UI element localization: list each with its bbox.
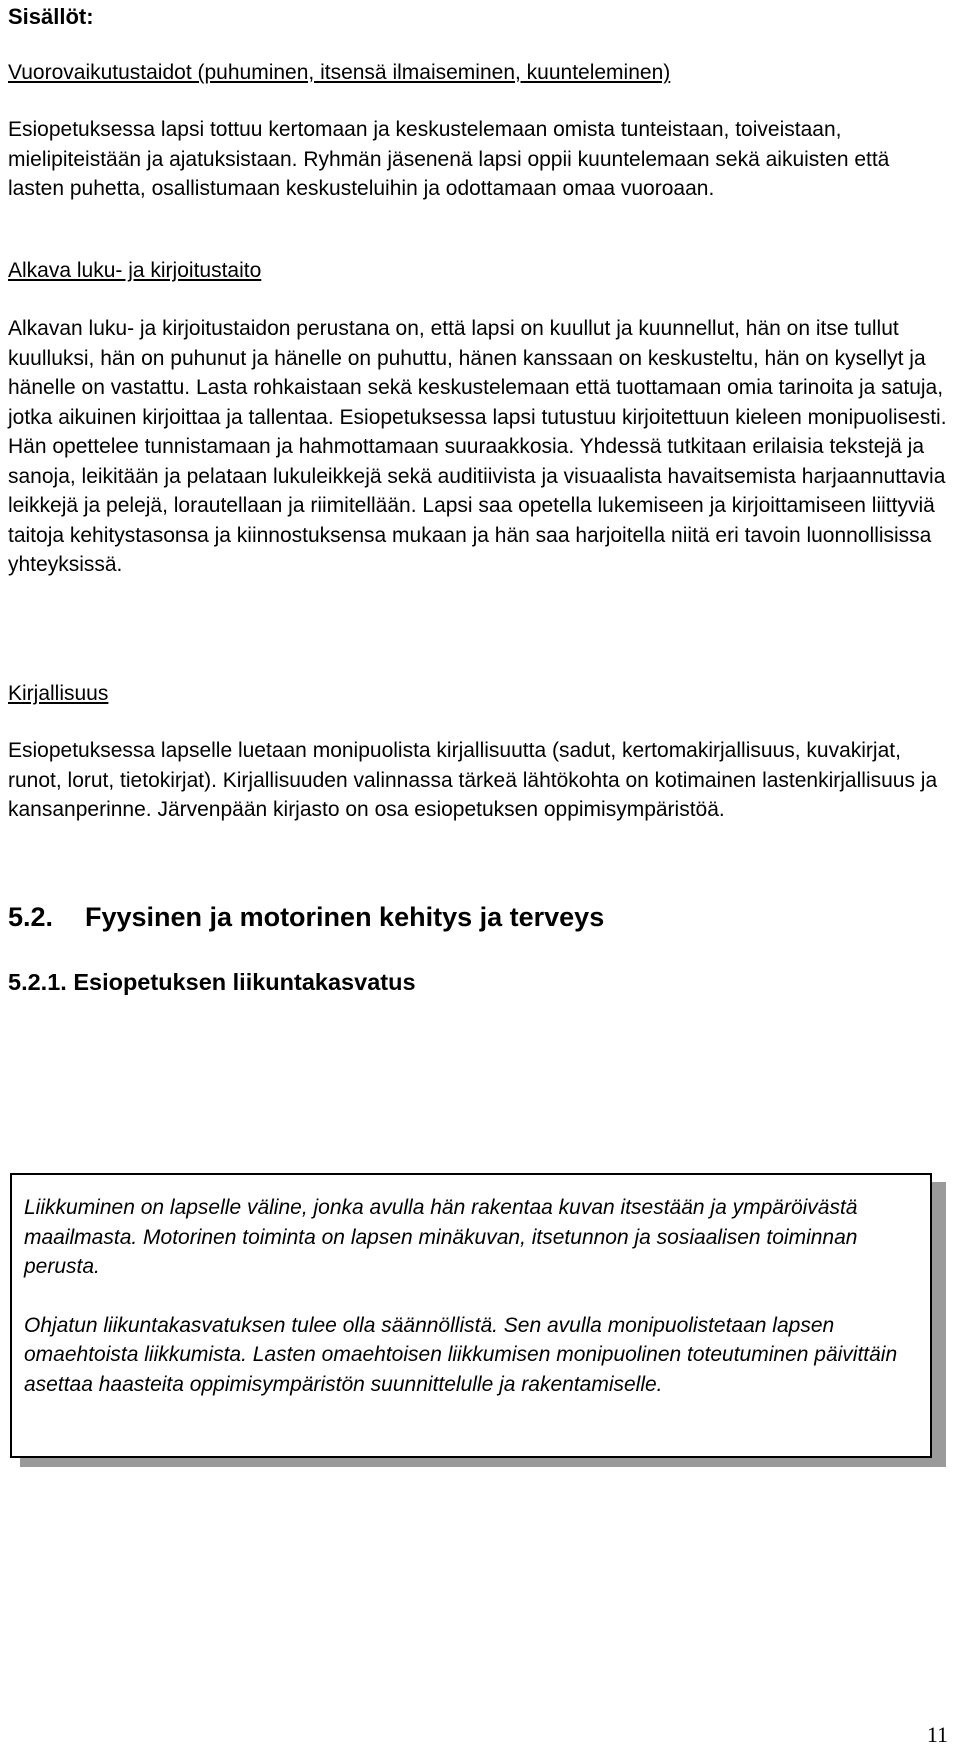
section-title-literature: Kirjallisuus [8,682,109,705]
chapter-heading [8,902,604,933]
chapter-number: 5.2. [8,902,54,932]
callout-paragraph-2: Ohjatun liikuntakasvatuksen tulee olla säännöllistä. Sen avulla monipuolistetaan lapsen omaehtoista liikkumista. Lasten omaehtoisen liikkumisen monipuolinen toteutuminen päivittäin asettaa haasteita oppimisympäristön suunnittelulle ja rakentamiselle. [24,1313,898,1396]
section-text-interaction-skills: Esiopetuksessa lapsi tottuu kertomaan ja keskustelemaan omista tunteistaan, toiveistaan, mielipiteistään ja ajatuksistaan. Ryhmän jäsenenä lapsi oppii kuuntelemaan sekä aikuisten että lasten puhetta, osallistumaan keskusteluihin ja odottamaan omaa vuoroaan. [8,118,890,200]
section-text-literacy: Alkavan luku- ja kirjoitustaidon perustana on, että lapsi on kuullut ja kuunnellut, hän on itse tullut kuulluksi, hän on puhunut ja hänelle on puhuttu, hänen kanssaan on keskusteltu, hän on kysellyt ja hänelle on vastattu. Lasta rohkaistaan sekä keskustelemaan että tuottamaan omia tarinoita ja satuja, jotka aikuinen kirjoittaa ja tallentaa. Esiopetuksessa lapsi tutustuu kirjoitettuun kieleen monipuolisesti. Hän opettelee tunnistamaan ja hahmottamaan suuraakkosia. Yhdessä tutkitaan erilaisia tekstejä ja sanoja, leikitään ja pelataan lukuleikkejä sekä auditiivista ja visuaalista havaitsemista harjaannuttavia leikkejä ja pelejä, lorautellaan ja riimitellään. Lapsi saa opetella lukemiseen ja kirjoittamiseen liittyviä taitoja kehitystasonsa ja kiinnostuksensa mukaan ja hän saa harjoitella niitä eri tavoin luonnollisissa yhteyksissä. [8,317,947,576]
subchapter-heading: 5.2.1. Esiopetuksen liikuntakasvatus [8,969,416,995]
section-title-literacy: Alkava luku- ja kirjoitustaito [8,259,262,282]
chapter-title: Fyysinen ja motorinen kehitys ja terveys [85,902,605,932]
callout-paragraph-1: Liikkuminen on lapselle väline, jonka avulla hän rakentaa kuvan itsestään ja ympäröivästä maailmasta. Motorinen toiminta on lapsen minäkuvan, itsetunnon ja sosiaalisen toiminnan perusta. [24,1196,858,1278]
section-title-interaction-skills: Vuorovaikutustaidot (puhuminen, itsensä ilmaiseminen, kuunteleminen) [8,61,671,84]
page-number: 11 [926,1722,948,1747]
contents-heading: Sisällöt: [8,4,94,29]
callout-box [10,1173,932,1458]
section-text-literature: Esiopetuksessa lapselle luetaan monipuolista kirjallisuutta (sadut, kertomakirjallisuus, kuvakirjat, runot, lorut, tietokirjat). Kirjallisuuden valinnassa tärkeä lähtökohta on kotimainen lastenkirjallisuus ja kansanperinne. Järvenpään kirjasto on osa esiopetuksen oppimisympäristöä. [8,739,938,821]
